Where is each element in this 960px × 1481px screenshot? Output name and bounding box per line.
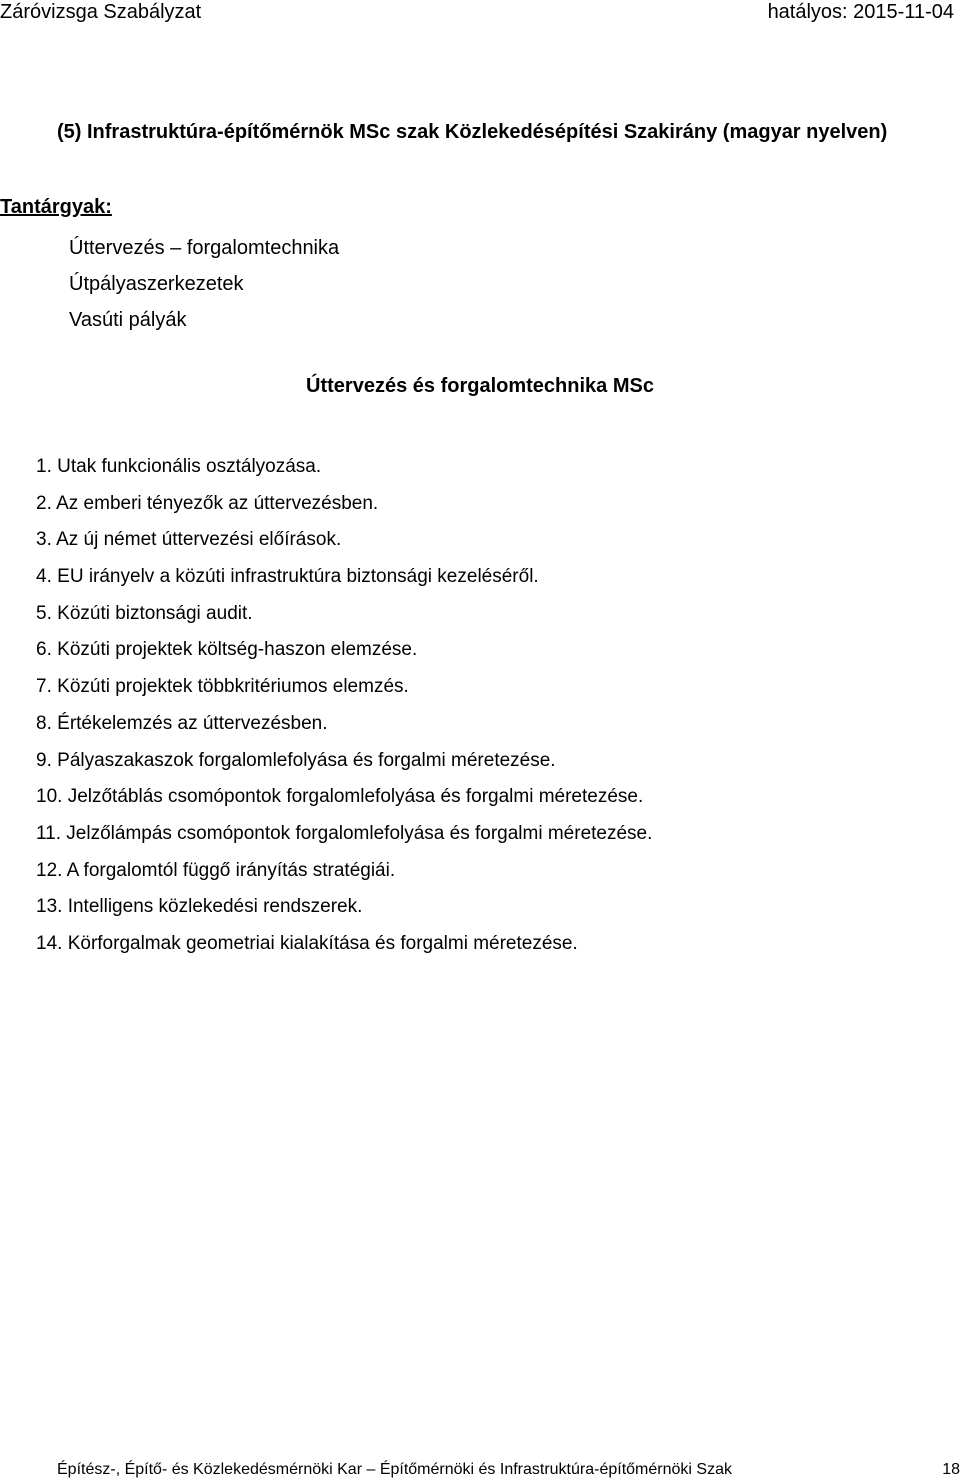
topic-number: 7.	[36, 676, 52, 698]
topic-item	[36, 632, 652, 669]
topic-number: 10.	[36, 786, 63, 808]
topic-item	[36, 596, 652, 633]
subject-item: Úttervezés – forgalomtechnika	[69, 237, 340, 259]
topic-number: 6.	[36, 639, 52, 661]
topic-text: Utak funkcionális osztályozása.	[57, 456, 322, 477]
page-number: 18	[942, 1461, 960, 1478]
topic-text: EU irányelv a közúti infrastruktúra biztonsági kezeléséről.	[57, 566, 539, 588]
topic-number: 12.	[36, 859, 63, 881]
subjects-list	[69, 230, 339, 338]
topic-number: 5.	[36, 602, 52, 624]
topic-item	[36, 853, 652, 890]
topic-number: 9.	[36, 749, 52, 771]
topic-text: Jelzőlámpás csomópontok forgalomlefolyása és forgalmi méretezése.	[66, 822, 653, 844]
topic-text: Közúti projektek költség-haszon elemzése.	[57, 639, 418, 661]
topic-number: 13.	[36, 896, 63, 918]
topic-item	[36, 706, 652, 743]
course-title: Úttervezés és forgalomtechnika MSc	[306, 375, 654, 397]
document-header-title: Záróvizsga Szabályzat	[0, 1, 202, 23]
topic-text: Az új német úttervezési előírások.	[56, 529, 342, 551]
topic-number: 1.	[36, 456, 52, 477]
topic-text: A forgalomtól függő irányítás stratégiái.	[66, 859, 396, 881]
subject-item: Vasúti pályák	[69, 309, 187, 331]
topic-item	[36, 816, 652, 853]
document-header-date: hatályos: 2015-11-04	[767, 1, 954, 23]
topic-text: Értékelemzés az úttervezésben.	[57, 712, 328, 734]
topic-number: 3.	[36, 529, 52, 551]
subject-item: Útpályaszerkezetek	[69, 273, 244, 295]
section-title: (5) Infrastruktúra-építőmérnök MSc szak Közlekedésépítési Szakirány (magyar nyelven)	[57, 121, 888, 143]
topic-number: 2.	[36, 492, 52, 514]
topic-number: 8.	[36, 712, 52, 734]
topic-text: Körforgalmak geometriai kialakítása és forgalmi méretezése.	[67, 932, 578, 954]
topic-item	[36, 669, 652, 706]
document-footer-text: Építész-, Építő- és Közlekedésmérnöki Kar – Építőmérnöki és Infrastruktúra-építőmérnöki Szak	[57, 1461, 732, 1478]
topic-text: Jelzőtáblás csomópontok forgalomlefolyása és forgalmi méretezése.	[67, 786, 644, 808]
topic-number: 4.	[36, 566, 52, 588]
topics-list	[36, 449, 652, 963]
topic-item	[36, 486, 652, 523]
topic-item	[36, 889, 652, 926]
subjects-heading: Tantárgyak:	[0, 196, 112, 218]
topic-item	[36, 522, 652, 559]
topic-item	[36, 779, 652, 816]
topic-text: Pályaszakaszok forgalomlefolyása és forgalmi méretezése.	[57, 749, 556, 771]
topic-item	[36, 559, 652, 596]
topic-number: 11.	[36, 822, 62, 844]
topic-text: Közúti biztonsági audit.	[57, 602, 253, 624]
topic-item	[36, 926, 652, 963]
topic-number: 14.	[36, 932, 63, 954]
topic-text: Intelligens közlekedési rendszerek.	[67, 896, 363, 918]
topic-item	[36, 743, 652, 780]
topic-item	[36, 449, 652, 486]
topic-text: Az emberi tényezők az úttervezésben.	[56, 492, 379, 514]
topic-text: Közúti projektek többkritériumos elemzés.	[57, 676, 409, 698]
